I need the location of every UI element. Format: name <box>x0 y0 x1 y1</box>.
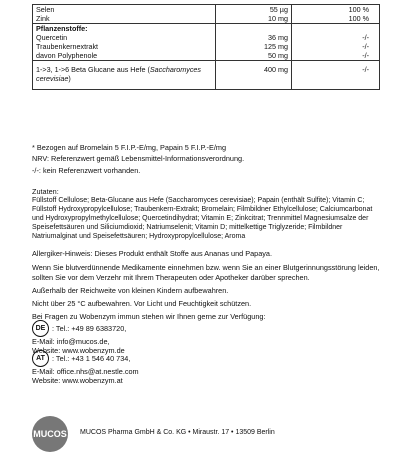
de-email[interactable]: E-Mail: info@mucos.de, <box>32 337 110 346</box>
nutrient-percent: 100 % <box>291 5 379 15</box>
plant-heading: Pflanzenstoffe: <box>33 24 216 34</box>
mucos-logo: MUCOS <box>32 416 68 452</box>
nutrient-amount: 36 mg <box>215 33 291 42</box>
ingredients-text: Füllstoff Cellulose; Beta-Glucane aus Hefe (Saccharomyces cerevisiae); Papain (enthält Sulfite); Vitamin C; Füllstoff Hydroxypropylcellulose; Traubenkern-Extrakt; Bromelain; Filmbildner Ethylcellulose; Calciumcarbonat und Hydroxypropylmethylcellulose; Quercetindihydrat; Vitamin E; Zinkcitrat; Trennmittel Magnesiumsalze der Speisefettsäuren und Siliciumdioxid; Natriumselenit; Vitamin D; mittelkettige Triglyzeride; Filmbildner Natriumalginat und Speisefettsäuren; Hydroxypropylcellulose; Aroma <box>32 197 373 241</box>
contact-at <box>32 350 382 386</box>
nutrient-name: davon Polyphenole <box>36 51 98 60</box>
table-row <box>33 24 380 34</box>
at-email[interactable]: E-Mail: office.nhs@at.nestle.com <box>32 367 139 376</box>
nutrient-amount: 400 mg <box>215 61 291 90</box>
table-row <box>33 51 380 61</box>
footnote: NRV: Referenzwert gemäß Lebensmittel-Informationsverordnung. <box>32 154 245 164</box>
nutrient-amount: 55 µg <box>215 5 291 15</box>
at-badge: AT <box>32 350 49 367</box>
nutrient-percent: -/- <box>291 51 379 61</box>
footnote: -/-: kein Referenzwert vorhanden. <box>32 165 141 175</box>
company-address: MUCOS Pharma GmbH & Co. KG • Miraustr. 17 • 13509 Berlin <box>80 429 275 436</box>
at-phone: : Tel.: +43 1 546 40 734, <box>52 353 131 363</box>
at-website[interactable]: Website: www.wobenzym.at <box>32 376 123 386</box>
nutrient-amount: 50 mg <box>215 51 291 61</box>
storage-note: Außerhalb der Reichweite von kleinen Kindern aufbewahren. <box>32 285 229 295</box>
table-row <box>33 42 380 51</box>
notes <box>32 249 382 322</box>
nutrient-percent: -/- <box>291 33 379 42</box>
de-badge: DE <box>32 320 49 337</box>
de-website[interactable]: Website: www.wobenzym.de <box>32 346 125 356</box>
nutrient-percent: 100 % <box>291 14 379 24</box>
nutrient-percent: -/- <box>291 42 379 51</box>
de-phone: : Tel.: +49 89 6383720, <box>52 323 127 333</box>
table-row <box>33 33 380 42</box>
temperature-note: Nicht über 25 °C aufbewahren. Vor Licht und Feuchtigkeit schützen. <box>32 299 252 309</box>
nutrient-name: Zink <box>36 14 50 23</box>
medication-note: Wenn Sie blutverdünnende Medikamente einnehmen bzw. wenn Sie an einer Blutgerinnungsstörung leiden, sollten Sie vor dem Verzehr mit Ihrem Therapeuten oder Apotheker darüber sprechen. <box>32 263 380 282</box>
beta-glucan-name: 1->3, 1->6 Beta Glucane aus Hefe (Saccharomyces cerevisiae) <box>33 61 216 90</box>
footnotes <box>32 143 382 175</box>
footnote: * Bezogen auf Bromelain 5 F.I.P.-E/mg, Papain 5 F.I.P.-E/mg <box>32 143 227 152</box>
table-row <box>33 61 380 90</box>
nutrient-name: Quercetin <box>36 33 68 42</box>
table-row <box>33 14 380 24</box>
allergy-note: Allergiker-Hinweis: Dieses Produkt enthält Stoffe aus Ananas und Papaya. <box>32 249 272 258</box>
nutrient-name: Selen <box>36 5 55 14</box>
table-row <box>33 5 380 15</box>
contact-intro: Bei Fragen zu Wobenzym immun stehen wir Ihnen gerne zur Verfügung: <box>32 312 266 322</box>
nutrient-amount: 10 mg <box>215 14 291 24</box>
nutrient-name: Traubenkernextrakt <box>36 42 99 51</box>
nutrient-percent: -/- <box>291 61 379 90</box>
nutrition-table <box>32 4 380 90</box>
ingredients-block <box>32 187 382 241</box>
ingredients-title: Zutaten: <box>32 187 59 196</box>
nutrient-amount: 125 mg <box>215 42 291 51</box>
